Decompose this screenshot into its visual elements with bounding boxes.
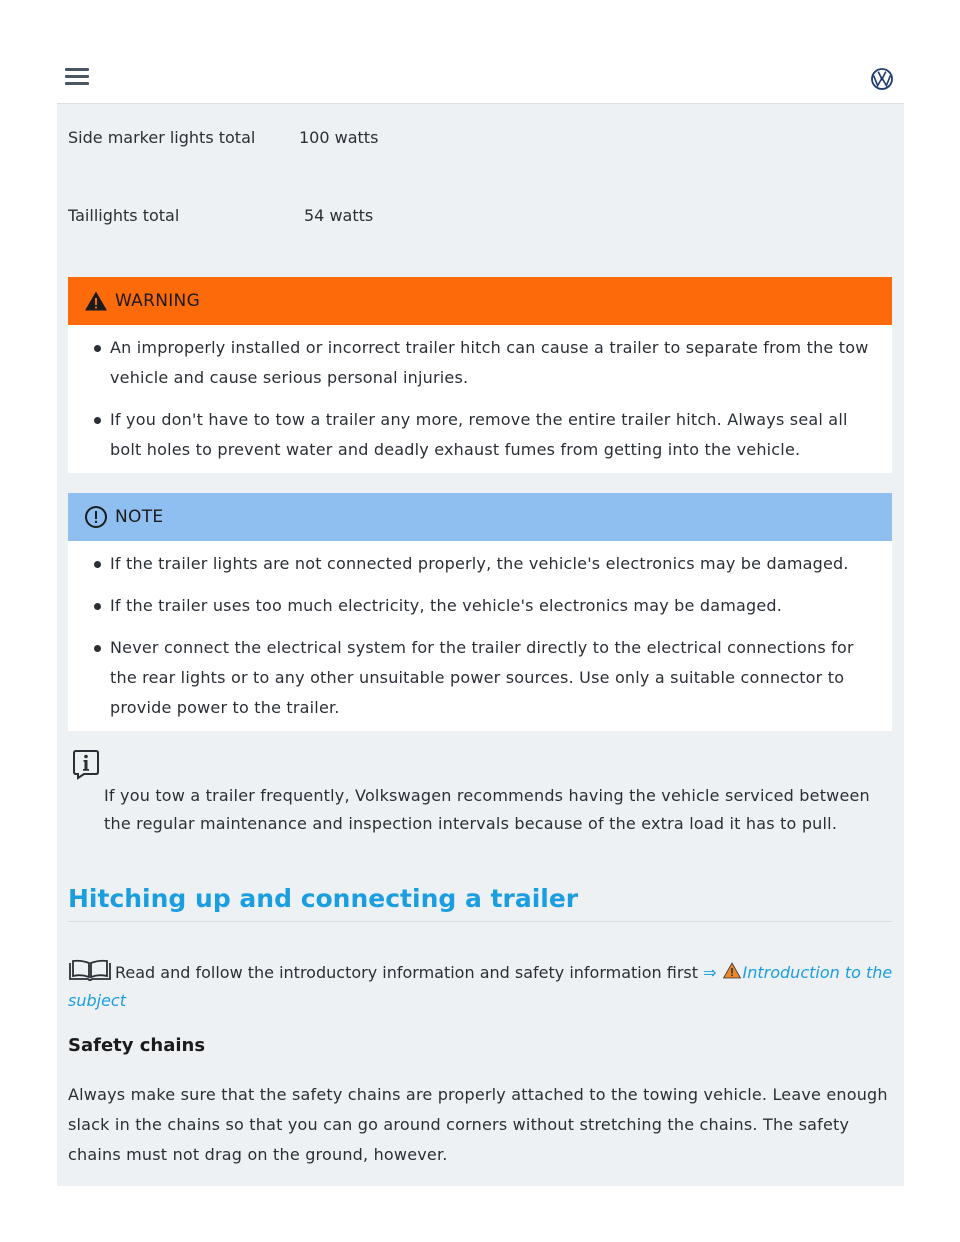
spec-value: 54 watts <box>304 206 374 225</box>
introduction-link[interactable]: Introduction to the subject <box>68 963 893 1010</box>
vw-logo-icon[interactable] <box>870 67 894 91</box>
manual-content <box>57 104 904 1186</box>
open-book-icon <box>68 959 112 981</box>
hamburger-menu-icon[interactable] <box>65 68 89 88</box>
list-item: Never connect the electrical system for the trailer directly to the electrical connections for the rear lights or to any other unsuitable power sources. Use only a suitable connector to provide power to the trailer. <box>94 633 876 723</box>
safety-chains-paragraph: Always make sure that the safety chains are properly attached to the towing vehicle. Leave enough slack in the chains so that you can go around corners without stretching the chains. The safety chains must not drag on the ground, however. <box>68 1085 888 1164</box>
intro-line <box>68 959 894 1015</box>
info-text: If you tow a trailer frequently, Volkswagen recommends having the vehicle serviced between the regular maintenance and inspection intervals because of the extra load it has to pull. <box>104 786 870 833</box>
list-item: If the trailer uses too much electricity, the vehicle's electronics may be damaged. <box>94 591 876 621</box>
list-item: If the trailer lights are not connected properly, the vehicle's electronics may be damaged. <box>94 549 876 579</box>
spec-label: Taillights total <box>68 206 180 225</box>
spec-value: 100 watts <box>299 128 379 147</box>
note-header <box>68 493 892 541</box>
list-item: If you don't have to tow a trailer any more, remove the entire trailer hitch. Always seal all bolt holes to prevent water and deadly exhaust fumes from getting into the vehicle. <box>94 405 876 465</box>
section-title: Hitching up and connecting a trailer <box>68 884 892 922</box>
reference-arrow: ⇒ <box>703 963 717 982</box>
warning-title: WARNING <box>115 291 201 311</box>
intro-text: Read and follow the introductory information and safety information first <box>115 963 699 982</box>
exclamation-circle-icon <box>84 505 108 529</box>
note-title: NOTE <box>115 507 164 527</box>
warning-header <box>68 277 892 325</box>
top-bar <box>57 55 904 104</box>
note-list <box>68 541 892 731</box>
warning-triangle-icon <box>84 289 108 313</box>
warning-box <box>68 277 892 473</box>
list-item: An improperly installed or incorrect trailer hitch can cause a trailer to separate from the tow vehicle and cause serious personal injuries. <box>94 333 876 393</box>
spec-label: Side marker lights total <box>68 128 256 147</box>
note-box <box>68 493 892 731</box>
subheading-safety-chains: Safety chains <box>68 1035 206 1056</box>
info-icon <box>70 748 102 780</box>
warning-triangle-icon <box>723 962 741 979</box>
warning-list <box>68 325 892 473</box>
